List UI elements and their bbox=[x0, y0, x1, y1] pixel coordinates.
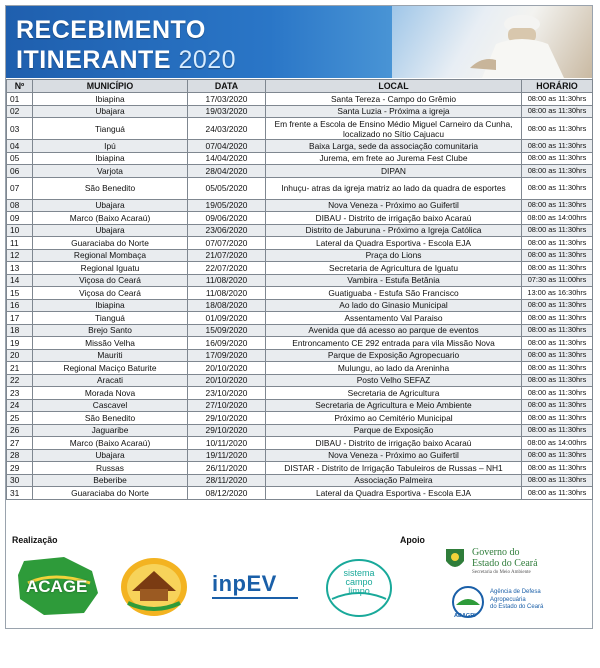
table-row bbox=[7, 349, 593, 362]
cell-data: 10/11/2020 bbox=[188, 437, 266, 450]
cell-data: 05/05/2020 bbox=[188, 177, 266, 199]
cell-numero: 13 bbox=[7, 262, 33, 275]
cell-local: Em frente a Escola de Ensino Médio Miguel Carneiro da Cunha, localizado no Sítio Cajuacu bbox=[266, 118, 522, 140]
cell-numero: 14 bbox=[7, 274, 33, 287]
cell-horario: 08:00 as 11:30hrs bbox=[522, 105, 593, 118]
cell-numero: 21 bbox=[7, 362, 33, 375]
table-row bbox=[7, 199, 593, 212]
cell-local: Guatiguaba - Estufa São Francisco bbox=[266, 287, 522, 300]
cell-data: 23/10/2020 bbox=[188, 387, 266, 400]
cell-data: 19/11/2020 bbox=[188, 449, 266, 462]
cell-numero: 03 bbox=[7, 118, 33, 140]
apoio-label: Apoio bbox=[400, 535, 425, 545]
cell-horario: 13:00 as 16:30hrs bbox=[522, 287, 593, 300]
cell-municipio: Regional Iguatu bbox=[33, 262, 188, 275]
cell-horario: 08:00 as 11:30hrs bbox=[522, 177, 593, 199]
table-row bbox=[7, 237, 593, 250]
cell-local: Nova Veneza - Próximo ao Guifertil bbox=[266, 199, 522, 212]
cell-local: DIBAU - Distrito de irrigação baixo Acaraú bbox=[266, 437, 522, 450]
cell-numero: 16 bbox=[7, 299, 33, 312]
governo-line1: Governo do bbox=[472, 547, 520, 558]
governo-ceara-text bbox=[472, 547, 538, 576]
cell-data: 20/10/2020 bbox=[188, 362, 266, 375]
cell-horario: 08:00 as 11:30hrs bbox=[522, 449, 593, 462]
table-row bbox=[7, 437, 593, 450]
table-row bbox=[7, 152, 593, 165]
cell-horario: 08:00 as 11:30hrs bbox=[522, 299, 593, 312]
cell-numero: 19 bbox=[7, 337, 33, 350]
table-row bbox=[7, 262, 593, 275]
cell-horario: 08:00 as 11:30hrs bbox=[522, 152, 593, 165]
cell-data: 28/04/2020 bbox=[188, 165, 266, 178]
cell-municipio: Marco (Baixo Acaraú) bbox=[33, 437, 188, 450]
banner-photo bbox=[392, 6, 592, 78]
cell-municipio: São Benedito bbox=[33, 412, 188, 425]
cell-local: Nova Veneza - Próximo ao Guifertil bbox=[266, 449, 522, 462]
cell-municipio: Regional Maciço Baturite bbox=[33, 362, 188, 375]
worker-photo-icon bbox=[452, 10, 572, 78]
cell-numero: 10 bbox=[7, 224, 33, 237]
table-header-row bbox=[7, 80, 593, 93]
adagri-logo-text: ADAGRI bbox=[454, 613, 476, 619]
cell-local: Secretaria de Agricultura e Meio Ambiente bbox=[266, 399, 522, 412]
cell-local: DIPAN bbox=[266, 165, 522, 178]
cell-local: DISTAR - Distrito de Irrigação Tabuleiros de Russas – NH1 bbox=[266, 462, 522, 475]
cell-data: 14/04/2020 bbox=[188, 152, 266, 165]
governo-line2: Estado do Ceará bbox=[472, 558, 538, 569]
acage-logo-text: ACAGE bbox=[26, 577, 88, 596]
cell-horario: 08:00 as 11:30hrs bbox=[522, 462, 593, 475]
sistema-campo-limpo-text bbox=[336, 569, 382, 596]
cell-numero: 26 bbox=[7, 424, 33, 437]
table-row bbox=[7, 412, 593, 425]
cell-data: 09/06/2020 bbox=[188, 212, 266, 225]
cell-municipio: Guaraciaba do Norte bbox=[33, 487, 188, 500]
table-row bbox=[7, 212, 593, 225]
cell-numero: 23 bbox=[7, 387, 33, 400]
cell-numero: 24 bbox=[7, 399, 33, 412]
cell-horario: 08:00 as 11:30hrs bbox=[522, 362, 593, 375]
table-body bbox=[7, 93, 593, 500]
cell-municipio: Marco (Baixo Acaraú) bbox=[33, 212, 188, 225]
cell-data: 11/08/2020 bbox=[188, 274, 266, 287]
cell-numero: 11 bbox=[7, 237, 33, 250]
cell-municipio: Varjota bbox=[33, 165, 188, 178]
cell-horario: 08:00 as 11:30hrs bbox=[522, 140, 593, 153]
cell-numero: 17 bbox=[7, 312, 33, 325]
cell-municipio: Cascavel bbox=[33, 399, 188, 412]
cell-horario: 08:00 as 11:30hrs bbox=[522, 165, 593, 178]
cell-data: 29/10/2020 bbox=[188, 412, 266, 425]
cell-municipio: Beberibe bbox=[33, 474, 188, 487]
cell-data: 24/03/2020 bbox=[188, 118, 266, 140]
cell-municipio: Ibiapina bbox=[33, 152, 188, 165]
header-data: DATA bbox=[188, 80, 266, 93]
cell-data: 16/09/2020 bbox=[188, 337, 266, 350]
banner-year: 2020 bbox=[178, 46, 237, 74]
cell-local: Mulungu, ao lado da Areninha bbox=[266, 362, 522, 375]
cell-local: Posto Velho SEFAZ bbox=[266, 374, 522, 387]
adagri-agency-text bbox=[490, 589, 543, 612]
table-row bbox=[7, 165, 593, 178]
cell-municipio: Morada Nova bbox=[33, 387, 188, 400]
cell-horario: 08:00 as 11:30hrs bbox=[522, 199, 593, 212]
cell-horario: 08:00 as 11:30hrs bbox=[522, 324, 593, 337]
association-seal-icon bbox=[118, 555, 190, 619]
cell-local: Praça do Lions bbox=[266, 249, 522, 262]
adagri-line3: do Estado do Ceará bbox=[490, 604, 544, 610]
inpev-underline bbox=[212, 597, 298, 599]
cell-numero: 06 bbox=[7, 165, 33, 178]
cell-horario: 08:00 as 11:30hrs bbox=[522, 224, 593, 237]
cell-municipio: Mauriti bbox=[33, 349, 188, 362]
header-numero: Nº bbox=[7, 80, 33, 93]
header-local: LOCAL bbox=[266, 80, 522, 93]
cell-data: 11/08/2020 bbox=[188, 287, 266, 300]
cell-local: Inhuçu- atras da igreja matriz ao lado da quadra de esportes bbox=[266, 177, 522, 199]
cell-data: 17/09/2020 bbox=[188, 349, 266, 362]
sistema-line2: campo bbox=[345, 577, 373, 587]
cell-data: 28/11/2020 bbox=[188, 474, 266, 487]
cell-numero: 15 bbox=[7, 287, 33, 300]
cell-local: Próximo ao Cemitério Municipal bbox=[266, 412, 522, 425]
cell-horario: 08:00 as 11:30hrs bbox=[522, 249, 593, 262]
cell-horario: 08:00 as 11:30hrs bbox=[522, 262, 593, 275]
cell-numero: 30 bbox=[7, 474, 33, 487]
table-row bbox=[7, 118, 593, 140]
schedule-table bbox=[6, 79, 593, 500]
table-row bbox=[7, 487, 593, 500]
cell-numero: 29 bbox=[7, 462, 33, 475]
table-row bbox=[7, 93, 593, 106]
cell-data: 29/10/2020 bbox=[188, 424, 266, 437]
cell-horario: 08:00 as 14:00hrs bbox=[522, 437, 593, 450]
table-row bbox=[7, 249, 593, 262]
cell-data: 21/07/2020 bbox=[188, 249, 266, 262]
cell-numero: 22 bbox=[7, 374, 33, 387]
cell-numero: 02 bbox=[7, 105, 33, 118]
cell-horario: 08:00 as 11:30hrs bbox=[522, 387, 593, 400]
adagri-line2: Agropecuária bbox=[490, 596, 526, 603]
cell-data: 07/07/2020 bbox=[188, 237, 266, 250]
table-row bbox=[7, 424, 593, 437]
inpev-logo-text: inpEV bbox=[212, 571, 277, 596]
ceara-coat-of-arms-icon bbox=[444, 547, 466, 573]
cell-horario: 08:00 as 11:30hrs bbox=[522, 374, 593, 387]
cell-data: 22/07/2020 bbox=[188, 262, 266, 275]
cell-local: Entroncamento CE 292 entrada para vila Missão Nova bbox=[266, 337, 522, 350]
cell-numero: 27 bbox=[7, 437, 33, 450]
table-row bbox=[7, 177, 593, 199]
cell-data: 19/05/2020 bbox=[188, 199, 266, 212]
cell-municipio: Jaguaribe bbox=[33, 424, 188, 437]
cell-numero: 01 bbox=[7, 93, 33, 106]
cell-local: Associação Palmeira bbox=[266, 474, 522, 487]
cell-numero: 31 bbox=[7, 487, 33, 500]
cell-horario: 07:30 as 11:00hrs bbox=[522, 274, 593, 287]
cell-numero: 08 bbox=[7, 199, 33, 212]
sistema-line1: sistema bbox=[343, 568, 375, 578]
cell-horario: 08:00 as 14:00hrs bbox=[522, 212, 593, 225]
table-row bbox=[7, 399, 593, 412]
cell-horario: 08:00 as 11:30hrs bbox=[522, 237, 593, 250]
header-horario: HORÁRIO bbox=[522, 80, 593, 93]
cell-local: Santa Tereza - Campo do Grêmio bbox=[266, 93, 522, 106]
cell-horario: 08:00 as 11:30hrs bbox=[522, 412, 593, 425]
table-row bbox=[7, 474, 593, 487]
cell-horario: 08:00 as 11:30hrs bbox=[522, 487, 593, 500]
cell-numero: 04 bbox=[7, 140, 33, 153]
cell-local: Lateral da Quadra Esportiva - Escola EJA bbox=[266, 487, 522, 500]
cell-data: 17/03/2020 bbox=[188, 93, 266, 106]
table-row bbox=[7, 362, 593, 375]
cell-data: 01/09/2020 bbox=[188, 312, 266, 325]
cell-numero: 05 bbox=[7, 152, 33, 165]
cell-municipio: Ipú bbox=[33, 140, 188, 153]
cell-local: Baixa Larga, sede da associação comunitaria bbox=[266, 140, 522, 153]
table-row bbox=[7, 224, 593, 237]
cell-horario: 08:00 as 11:30hrs bbox=[522, 474, 593, 487]
cell-municipio: Ibiapina bbox=[33, 299, 188, 312]
table-row bbox=[7, 337, 593, 350]
cell-horario: 08:00 as 11:30hrs bbox=[522, 399, 593, 412]
cell-local: Parque de Exposição bbox=[266, 424, 522, 437]
table-row bbox=[7, 324, 593, 337]
cell-municipio: Ibiapina bbox=[33, 93, 188, 106]
cell-horario: 08:00 as 11:30hrs bbox=[522, 312, 593, 325]
cell-municipio: Ubajara bbox=[33, 224, 188, 237]
cell-numero: 25 bbox=[7, 412, 33, 425]
cell-municipio: São Benedito bbox=[33, 177, 188, 199]
cell-horario: 08:00 as 11:30hrs bbox=[522, 349, 593, 362]
cell-municipio: Ubajara bbox=[33, 449, 188, 462]
cell-data: 18/08/2020 bbox=[188, 299, 266, 312]
cell-local: Secretaria de Agricultura bbox=[266, 387, 522, 400]
cell-local: Avenida que dá acesso ao parque de eventos bbox=[266, 324, 522, 337]
cell-municipio: Guaraciaba do Norte bbox=[33, 237, 188, 250]
cell-horario: 08:00 as 11:30hrs bbox=[522, 118, 593, 140]
header-municipio: MUNICÍPIO bbox=[33, 80, 188, 93]
cell-horario: 08:00 as 11:30hrs bbox=[522, 337, 593, 350]
cell-municipio: Regional Mombaça bbox=[33, 249, 188, 262]
cell-local: Parque de Exposição Agropecuario bbox=[266, 349, 522, 362]
footer-logos bbox=[6, 533, 592, 627]
cell-data: 15/09/2020 bbox=[188, 324, 266, 337]
cell-municipio: Tianguá bbox=[33, 312, 188, 325]
cell-data: 19/03/2020 bbox=[188, 105, 266, 118]
adagri-line1: Agência de Defesa bbox=[490, 589, 541, 595]
realizacao-label: Realização bbox=[12, 535, 58, 545]
cell-numero: 20 bbox=[7, 349, 33, 362]
table-row bbox=[7, 374, 593, 387]
sistema-line3: limpo bbox=[348, 586, 370, 596]
cell-local: Vambira - Estufa Betânia bbox=[266, 274, 522, 287]
cell-data: 07/04/2020 bbox=[188, 140, 266, 153]
table-row bbox=[7, 312, 593, 325]
table-row bbox=[7, 274, 593, 287]
banner-title-line2 bbox=[16, 46, 236, 75]
cell-local: Jurema, em frete ao Jurema Fest Clube bbox=[266, 152, 522, 165]
cell-local: Ao lado do Ginasio Municipal bbox=[266, 299, 522, 312]
cell-municipio: Brejo Santo bbox=[33, 324, 188, 337]
table-row bbox=[7, 387, 593, 400]
cell-local: Santa Luzia - Próxima a igreja bbox=[266, 105, 522, 118]
cell-horario: 08:00 as 11:30hrs bbox=[522, 93, 593, 106]
cell-numero: 18 bbox=[7, 324, 33, 337]
cell-local: Secretaria de Agricultura de Iguatu bbox=[266, 262, 522, 275]
cell-municipio: Viçosa do Ceará bbox=[33, 287, 188, 300]
cell-local: Assentamento Val Paraiso bbox=[266, 312, 522, 325]
cell-horario: 08:00 as 11:30hrs bbox=[522, 424, 593, 437]
cell-numero: 09 bbox=[7, 212, 33, 225]
cell-municipio: Viçosa do Ceará bbox=[33, 274, 188, 287]
cell-municipio: Russas bbox=[33, 462, 188, 475]
cell-municipio: Missão Velha bbox=[33, 337, 188, 350]
table-row bbox=[7, 462, 593, 475]
cell-municipio: Tianguá bbox=[33, 118, 188, 140]
cell-numero: 12 bbox=[7, 249, 33, 262]
cell-numero: 07 bbox=[7, 177, 33, 199]
cell-municipio: Ubajara bbox=[33, 105, 188, 118]
cell-data: 20/10/2020 bbox=[188, 374, 266, 387]
cell-data: 23/06/2020 bbox=[188, 224, 266, 237]
cell-municipio: Ubajara bbox=[33, 199, 188, 212]
banner-title-line1: RECEBIMENTO bbox=[16, 16, 206, 44]
table-row bbox=[7, 105, 593, 118]
table-row bbox=[7, 299, 593, 312]
table-row bbox=[7, 287, 593, 300]
cell-data: 08/12/2020 bbox=[188, 487, 266, 500]
table-row bbox=[7, 140, 593, 153]
cell-local: Distrito de Jaburuna - Próximo a Igreja Católica bbox=[266, 224, 522, 237]
banner-title-word: ITINERANTE bbox=[16, 46, 171, 74]
cell-local: DIBAU - Distrito de irrigação baixo Acaraú bbox=[266, 212, 522, 225]
cell-local: Lateral da Quadra Esportiva - Escola EJA bbox=[266, 237, 522, 250]
header-banner bbox=[6, 6, 592, 78]
cell-municipio: Aracati bbox=[33, 374, 188, 387]
cell-numero: 28 bbox=[7, 449, 33, 462]
cell-data: 27/10/2020 bbox=[188, 399, 266, 412]
cell-data: 26/11/2020 bbox=[188, 462, 266, 475]
table-row bbox=[7, 449, 593, 462]
governo-line3: Secretaria do Meio Ambiente bbox=[472, 570, 531, 575]
